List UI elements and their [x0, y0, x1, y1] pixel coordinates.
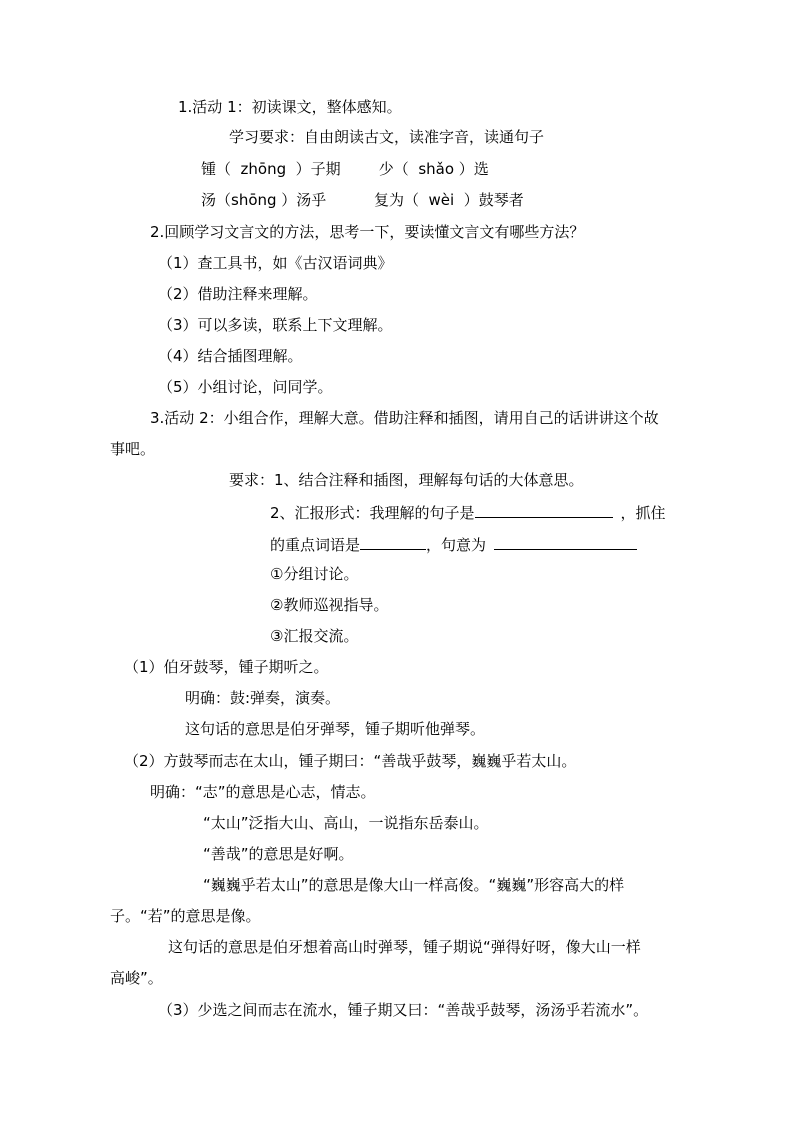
step-item: ②教师巡视指导。	[270, 596, 389, 614]
activity2-req2-cont	[270, 533, 637, 555]
pinyin-row-2: 汤（shōng ）汤乎 复为（ wèi ）鼓琴者	[201, 191, 524, 209]
method-item: （3）可以多读，联系上下文理解。	[158, 316, 393, 334]
method-item: （2）借助注释来理解。	[158, 285, 318, 303]
req2-label: ，抓住	[620, 504, 666, 522]
sentence1-meaning: 这句话的意思是伯牙弹琴，锺子期听他弹琴。	[185, 720, 486, 738]
sentence2-text: （2）方鼓琴而志在太山，锺子期曰：“善哉乎鼓琴，巍巍乎若太山。	[124, 752, 577, 770]
activity2-title: 3.活动 2：小组合作，理解大意。借助注释和插图，请用自己的话讲讲这个故	[150, 409, 659, 427]
activity1-title: 1.活动 1：初读课文，整体感知。	[178, 98, 402, 116]
sentence-blank	[475, 501, 613, 518]
activity1-requirement: 学习要求：自由朗读古文，读准字音，读通句子	[229, 128, 545, 146]
activity2-req2	[270, 501, 666, 523]
method-item: （4）结合插图理解。	[158, 347, 303, 365]
pinyin-row-1: 锺（ zhōng ）子期 少（ shǎo ）选	[201, 160, 489, 178]
sentence2-note: “善哉”的意思是好啊。	[203, 845, 354, 863]
method-item: （5）小组讨论，问同学。	[158, 378, 333, 396]
sentence3-text: （3）少选之间而志在流水，锺子期又曰：“善哉乎鼓琴，汤汤乎若流水”。	[158, 1001, 649, 1019]
activity2-req1: 要求：1、结合注释和插图，理解每句话的大体意思。	[229, 471, 584, 489]
req2-label: ，句意为	[426, 536, 487, 554]
sentence2-clarify: 明确：“志”的意思是心志，情志。	[150, 783, 376, 801]
sentence1-text: （1）伯牙鼓琴，锺子期听之。	[124, 658, 329, 676]
sentence1-clarify: 明确：鼓:弹奏，演奏。	[185, 689, 341, 707]
step-item: ①分组讨论。	[270, 565, 359, 583]
meaning-blank	[494, 533, 637, 550]
sentence2-note: “太山”泛指大山、高山，一说指东岳泰山。	[203, 814, 489, 832]
activity2-title-cont: 事吧。	[110, 440, 156, 458]
sentence2-note-cont: 子。“若”的意思是像。	[110, 907, 261, 925]
req2-label: 的重点词语是	[270, 536, 361, 554]
sentence2-note: “巍巍乎若太山”的意思是像大山一样高俊。“巍巍”形容高大的样	[203, 876, 625, 894]
method-item: （1）查工具书，如《古汉语词典》	[158, 254, 393, 272]
methods-question: 2.回顾学习文言文的方法，思考一下，要读懂文言文有哪些方法？	[150, 223, 585, 241]
sentence2-meaning: 这句话的意思是伯牙想着高山时弹琴，锺子期说“弹得好呀，像大山一样	[168, 938, 641, 956]
step-item: ③汇报交流。	[270, 627, 359, 645]
req2-label: 2、汇报形式：我理解的句子是	[270, 504, 475, 522]
sentence2-meaning-cont: 高峻”。	[110, 969, 163, 987]
keyword-blank	[360, 533, 426, 550]
